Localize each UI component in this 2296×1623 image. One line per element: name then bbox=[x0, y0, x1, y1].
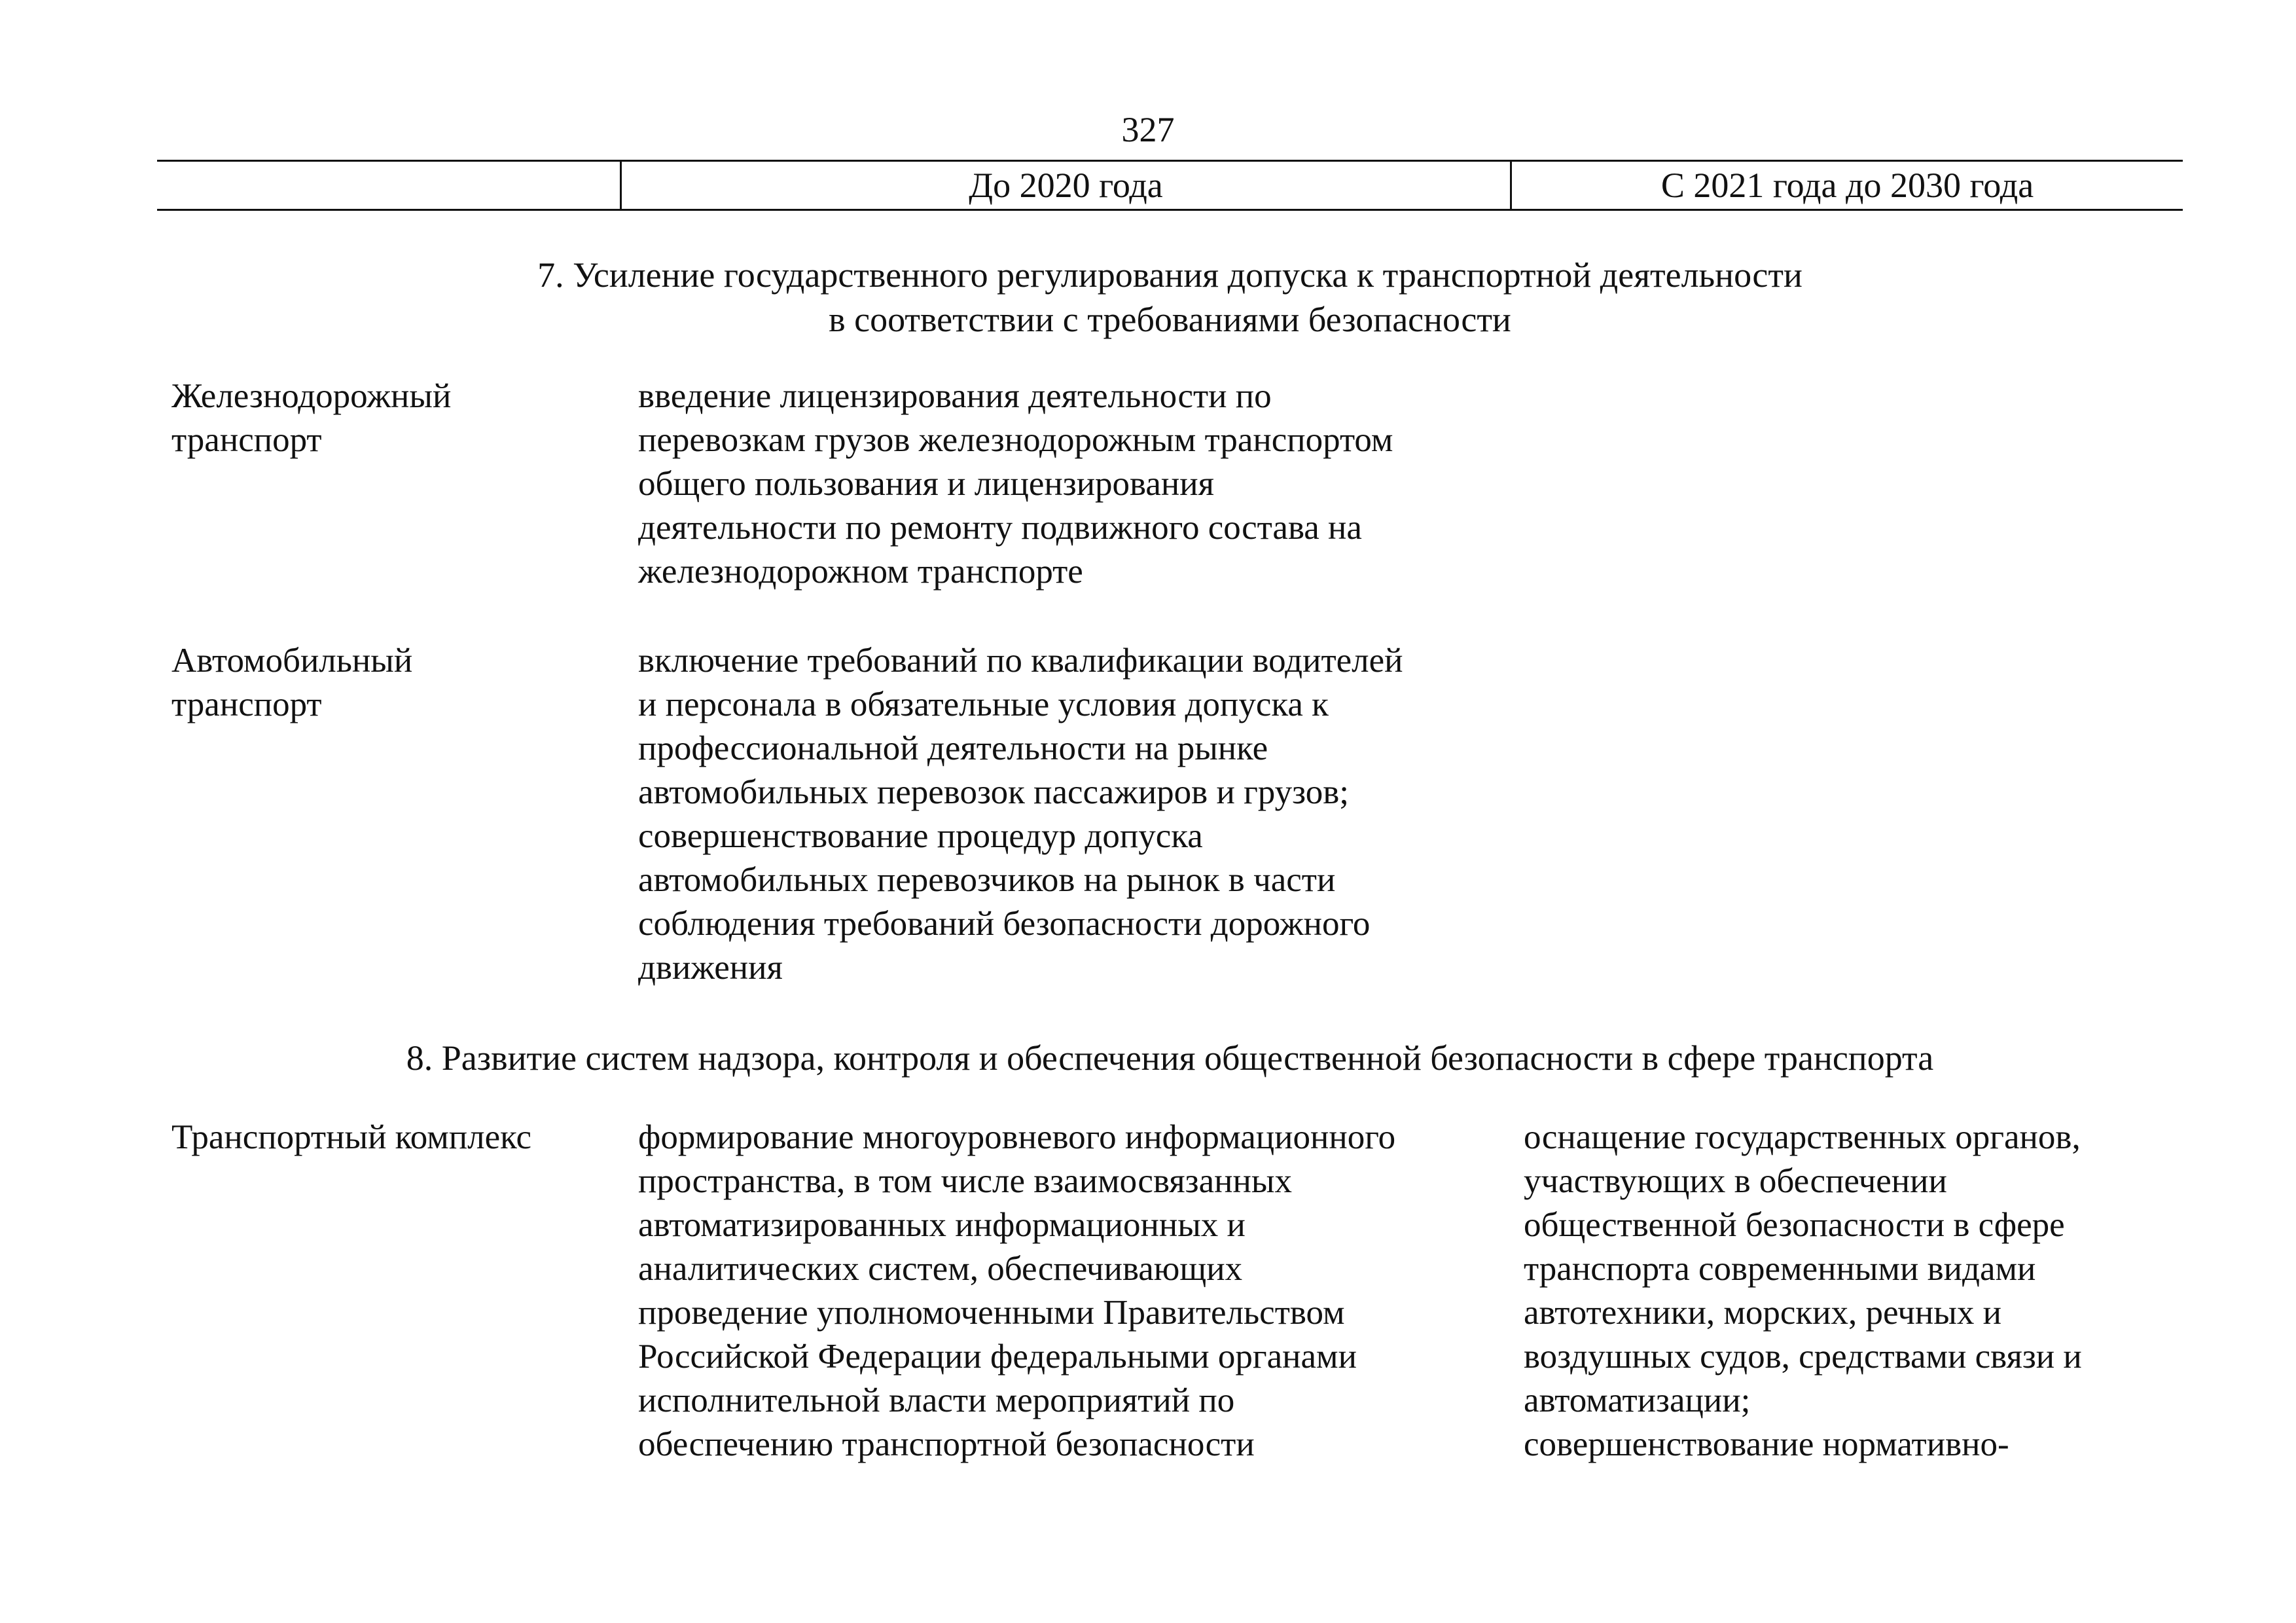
header-col-2021-2030: С 2021 года до 2030 года bbox=[1660, 166, 2034, 205]
section-7-title-line-2: в соответствии с требованиями безопасности bbox=[829, 300, 1511, 339]
row-label: Автомобильный транспорт bbox=[171, 642, 413, 723]
row-label: Железнодорожный транспорт bbox=[171, 377, 452, 459]
row-text-2021-2030: оснащение государственных органов, участвующих в обеспечении общественной безопасности в сфере транспорта современными видами автотехники, морских, речных и воздушных судов, средствами связи и автоматизации; совершенствование нормативно- bbox=[1524, 1118, 2082, 1463]
header-col-until-2020: До 2020 года bbox=[969, 166, 1163, 205]
row-text-until-2020: включение требований по квалификации водителей и персонала в обязательные условия допуска к профессиональной деятельности на рынке автомобильных перевозок пассажиров и грузов; совершенствование процедур допуска автомобильных перевозчиков на рынок в части соблюдения требований безопасности дорожного движения bbox=[638, 642, 1403, 987]
row-text-until-2020: введение лицензирования деятельности по перевозкам грузов железнодорожным транспортом общего пользования и лицензирования деятельности по ремонту подвижного состава на железнодорожном транспорте bbox=[638, 377, 1393, 591]
page-number: 327 bbox=[1121, 110, 1175, 149]
section-7-title-line-1: 7. Усиление государственного регулирования допуска к транспортной деятельности bbox=[537, 255, 1803, 295]
column-header-table bbox=[157, 160, 2183, 211]
section-8-title: 8. Развитие систем надзора, контроля и обеспечения общественной безопасности в сфере транспорта bbox=[406, 1038, 1934, 1078]
row-text-until-2020: формирование многоуровневого информационного пространства, в том числе взаимосвязанных автоматизированных информационных и аналитических систем, обеспечивающих проведение уполномоченными Правительством Российской Федерации федеральными органами исполнительной власти мероприятий по обеспечению транспортной безопасности bbox=[638, 1118, 1396, 1463]
row-label: Транспортный комплекс bbox=[171, 1118, 532, 1156]
header-col-sector bbox=[157, 166, 620, 205]
